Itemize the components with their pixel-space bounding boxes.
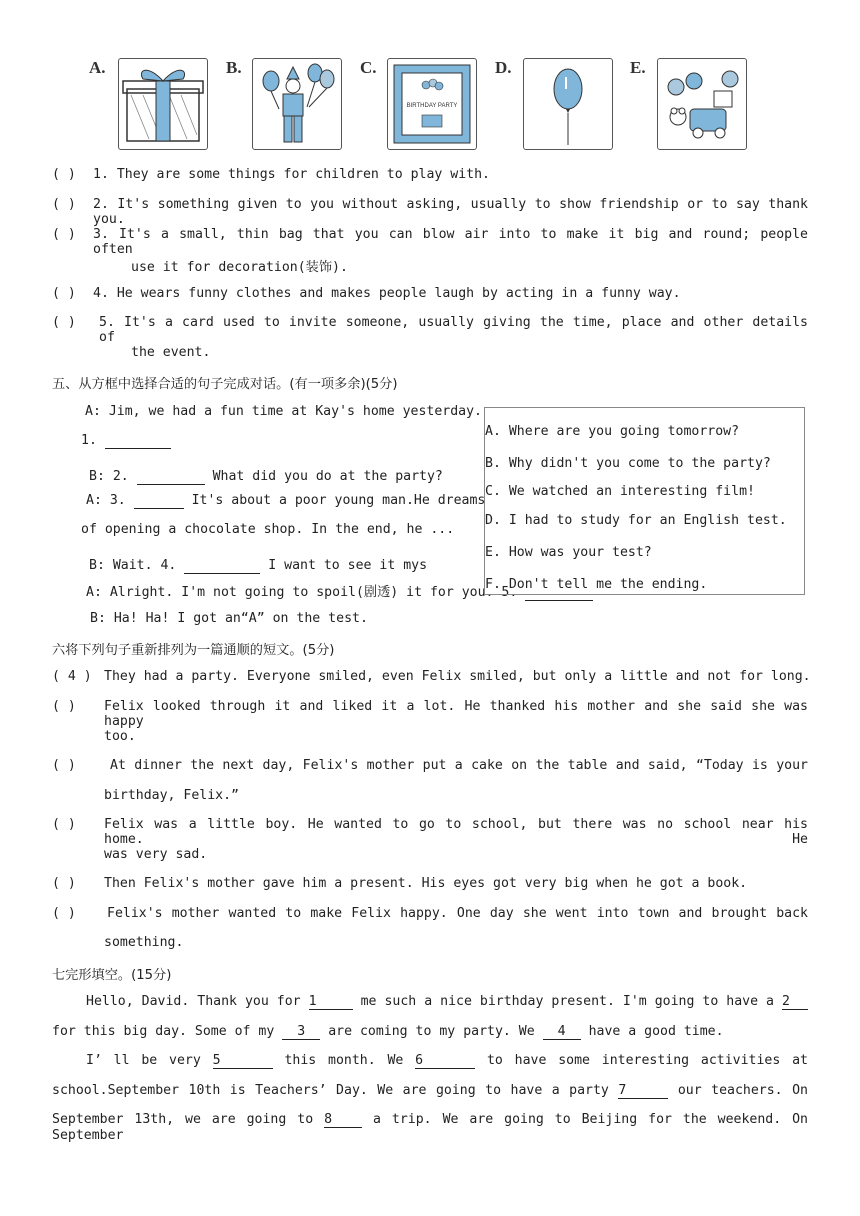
blank-1[interactable] <box>105 433 171 449</box>
label-e: E. <box>630 58 646 77</box>
blank-1[interactable]: 1 <box>309 994 353 1010</box>
gift-box-icon <box>119 59 207 149</box>
sentence-6-cont: something. <box>104 935 184 950</box>
question-5: 5. It's a card used to invite someone, usually giving the time, place and other details of <box>99 315 808 345</box>
order-paren[interactable]: ( ) <box>52 699 76 714</box>
section-5-title: 五、从方框中选择合适的句子完成对话。(有一项多余)(5分) <box>52 377 398 392</box>
dialogue-line-1: A: Jim, we had a fun time at Kay's home yesterday. <box>85 404 482 419</box>
option-f: F. Don't tell me the ending. <box>485 577 708 592</box>
answer-paren[interactable]: ( ) <box>52 227 76 242</box>
cloze-line-3: I’ ll be very 5 this month. We 6 to have some interesting activities at <box>86 1053 808 1068</box>
order-paren[interactable]: ( ) <box>52 906 76 921</box>
picture-c <box>387 58 477 150</box>
picture-a <box>118 58 208 150</box>
label-c: C. <box>360 58 377 77</box>
order-paren[interactable]: ( ) <box>52 758 76 773</box>
dialogue-line-4: A: 3. It's about a poor young man.He dreams <box>86 493 486 508</box>
blank-4[interactable]: 4 <box>543 1024 581 1040</box>
sentence-3-cont: birthday, Felix.” <box>104 788 239 803</box>
cloze-line-5: September 13th, we are going to 8 a trip. We are going to Beijing for the weekend. On September <box>52 1112 808 1143</box>
label-b: B. <box>226 58 242 77</box>
picture-e <box>657 58 747 150</box>
sentence-1: They had a party. Everyone smiled, even Felix smiled, but only a little and not for long. <box>104 669 811 684</box>
sentence-6: Felix's mother wanted to make Felix happy. One day she went into town and brought back <box>107 906 808 921</box>
order-paren[interactable]: ( 4 ) <box>52 669 92 684</box>
cloze-line-1: Hello, David. Thank you for 1 me such a nice birthday present. I'm going to have a 2 <box>86 994 808 1010</box>
option-c: C. We watched an interesting film! <box>485 484 755 499</box>
blank-6[interactable]: 6 <box>415 1053 475 1069</box>
balloon-icon <box>524 59 612 149</box>
sentence-3: At dinner the next day, Felix's mother put a cake on the table and said, “Today is your <box>110 758 808 773</box>
sentence-4-cont: was very sad. <box>104 847 208 862</box>
option-e: E. How was your test? <box>485 545 652 560</box>
dialogue-line-2: 1. <box>81 433 171 449</box>
option-d: D. I had to study for an English test. <box>485 513 787 528</box>
clown-with-balloons-icon <box>253 59 341 149</box>
question-4: 4. He wears funny clothes and makes people laugh by acting in a funny way. <box>93 286 681 301</box>
answer-paren[interactable]: ( ) <box>52 315 76 330</box>
section-6-title: 六将下列句子重新排列为一篇通顺的短文。(5分) <box>52 643 335 658</box>
question-3: 3. It's a small, thin bag that you can blow air into to make it big and round; people often <box>93 227 808 257</box>
order-paren[interactable]: ( ) <box>52 817 76 832</box>
dialogue-line-6: B: Wait. 4. I want to see it mys <box>89 558 428 573</box>
birthday-party-invitation-icon <box>388 59 476 149</box>
question-2: 2. It's something given to you without asking, usually to show friendship or to say thank you. <box>93 197 808 227</box>
dialogue-line-8: B: Ha! Ha! I got an“A” on the test. <box>90 611 368 626</box>
cloze-line-2: for this big day. Some of my 3 are coming to my party. We 4 have a good time. <box>52 1024 724 1039</box>
sentence-2-cont: too. <box>104 729 136 744</box>
blank-2[interactable]: 2 <box>782 994 808 1010</box>
picture-b <box>252 58 342 150</box>
question-3-cont: use it for decoration(装饰). <box>131 260 348 275</box>
dialogue-line-7: A: Alright. I'm not going to spoil(剧透) it for you. 5. <box>86 581 593 601</box>
question-1: 1. They are some things for children to play with. <box>93 167 490 182</box>
sentence-2: Felix looked through it and liked it a lot. He thanked his mother and she said she was happy <box>104 699 808 729</box>
blank-3[interactable] <box>134 493 184 509</box>
blank-8[interactable]: 8 <box>324 1112 362 1128</box>
option-a: A. Where are you going tomorrow? <box>485 424 740 439</box>
sentence-4: Felix was a little boy. He wanted to go to school, but there was no school near his home. He <box>104 817 808 847</box>
blank-2[interactable] <box>137 469 205 485</box>
section-7-title: 七完形填空。(15分) <box>52 968 172 983</box>
answer-paren[interactable]: ( ) <box>52 286 76 301</box>
dialogue-line-3: B: 2. What did you do at the party? <box>89 469 443 484</box>
label-a: A. <box>89 58 106 77</box>
card-text: BIRTHDAY PARTY <box>406 103 458 109</box>
answer-paren[interactable]: ( ) <box>52 167 76 182</box>
answer-paren[interactable]: ( ) <box>52 197 76 212</box>
blank-5[interactable]: 5 <box>213 1053 273 1069</box>
picture-d <box>523 58 613 150</box>
cloze-line-4: school.September 10th is Teachers’ Day. We are going to have a party 7 our teachers. On <box>52 1083 808 1098</box>
order-paren[interactable]: ( ) <box>52 876 76 891</box>
blank-4[interactable] <box>184 558 260 574</box>
question-5-cont: the event. <box>131 345 211 360</box>
sentence-5: Then Felix's mother gave him a present. His eyes got very big when he got a book. <box>104 876 748 891</box>
toys-icon <box>658 59 746 149</box>
dialogue-line-5: of opening a chocolate shop. In the end, he ... <box>81 522 455 537</box>
blank-7[interactable]: 7 <box>618 1083 668 1099</box>
blank-3[interactable]: 3 <box>282 1024 320 1040</box>
label-d: D. <box>495 58 512 77</box>
option-b: B. Why didn't you come to the party? <box>485 456 771 471</box>
